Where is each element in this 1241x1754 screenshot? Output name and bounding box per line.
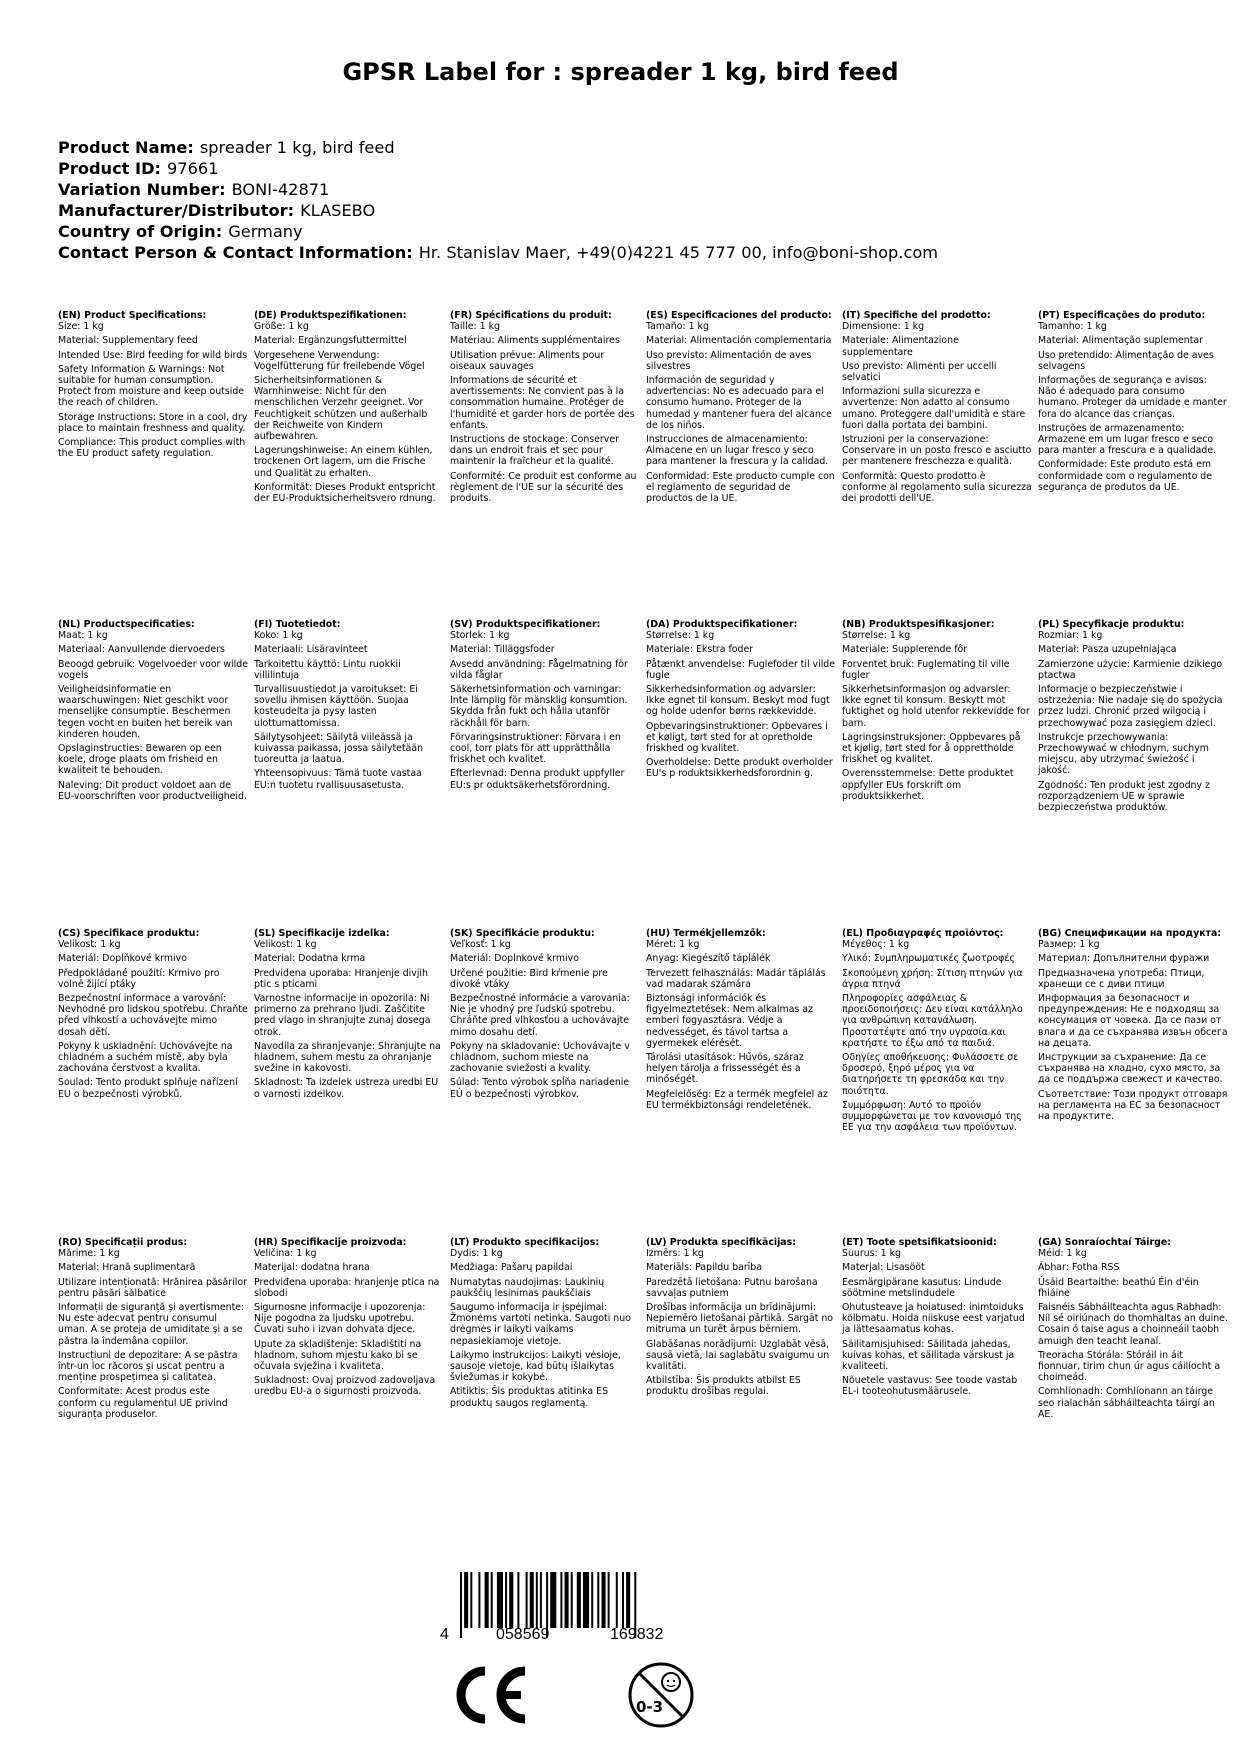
spec-item: Materiál: Doplňkové krmivo — [58, 953, 187, 965]
contact-row — [58, 242, 1198, 263]
spec-item: Størrelse: 1 kg — [842, 630, 911, 642]
spec-heading: (EN) Product Specifications: — [58, 310, 207, 321]
spec-item: Información de seguridad y advertencias: No es adecuado para el consumo humano. Proteger de la humedad y mantener fuera del alcance de los niños. — [646, 375, 832, 431]
spec-item: Skladnost: Ta izdelek ustreza uredbi EU o varnosti izdelkov. — [254, 1077, 439, 1100]
spec-item: Materiale: Ekstra foder — [646, 644, 754, 656]
spec-heading: (LV) Produkta specifikācijas: — [646, 1237, 796, 1248]
spec-item: Storlek: 1 kg — [450, 630, 510, 642]
spec-heading: (SL) Specifikacije izdelka: — [254, 928, 390, 939]
spec-item: Intended Use: Bird feeding for wild birds — [58, 349, 248, 361]
spec-item: Méret: 1 kg — [646, 939, 700, 951]
spec-column-ga — [1038, 1237, 1234, 1546]
spec-item: Предназначена употреба: Птици, хранещи се с диви птици — [1038, 967, 1205, 990]
spec-item: Påtænkt anvendelse: Fuglefoder til vilde fugle — [646, 658, 836, 681]
barcode-bar — [550, 1572, 556, 1628]
spec-column-bg — [1038, 928, 1234, 1237]
spec-column-sl — [254, 928, 450, 1237]
spec-item: Größe: 1 kg — [254, 321, 309, 333]
spec-item: Súlad: Tento výrobok spĺňa nariadenie EÚ o bezpečnosti výrobkov. — [450, 1077, 630, 1100]
spec-item: Säilitamisjuhised: Säilitada jahedas, kuivas kohas, et säilitada värskust ja kvaliteeti. — [842, 1338, 1015, 1373]
barcode-bar — [583, 1572, 589, 1628]
spec-item: Eesmärgipärane kasutus: Lindude söötmine metslindudele — [842, 1276, 1002, 1299]
spec-item: Yhteensopivuus: Tämä tuote vastaa EU:n tuotetu rvallisuusasetusta. — [254, 768, 422, 791]
manufacturer-label: Manufacturer/Distributor: — [58, 201, 295, 220]
spec-item: Tarkoitettu käyttö: Lintu ruokkii villilintuja — [254, 658, 401, 681]
specifications-grid — [58, 310, 1238, 1546]
spec-item: Ábhar: Fotha RSS — [1038, 1262, 1120, 1274]
spec-item: Suurus: 1 kg — [842, 1248, 901, 1260]
spec-item: Размер: 1 kg — [1038, 939, 1100, 951]
spec-column-et — [842, 1237, 1038, 1546]
spec-item: Uso previsto: Alimenti per uccelli selvatici — [842, 360, 997, 384]
barcode-digits-right: 169832 — [610, 1626, 664, 1643]
spec-item: Faisnéis Sábháilteachta agus Rabhadh: Níl sé oiriúnach do thomhaltas an duine. Cosain ó taise agus a choinneáil taobh amuigh den teacht leanaí. — [1038, 1302, 1228, 1347]
barcode-bar — [464, 1572, 468, 1628]
product-info — [58, 137, 1198, 263]
barcode-bar — [485, 1572, 489, 1628]
spec-heading: (BG) Спецификации на продукта: — [1038, 928, 1222, 939]
spec-column-ro — [58, 1237, 254, 1546]
spec-item: Συμμόρφωση: Αυτό το προϊόν συμμορφώνεται με τον κανονισμό της ΕΕ για την ασφάλεια των προϊόντων. — [842, 1099, 1022, 1134]
barcode-bar — [540, 1572, 542, 1628]
spec-item: Sigurnosne informacije i upozorenja: Nije pogodna za ljudsku upotrebu. Čuvati suho i izvan dohvata djece. — [254, 1302, 426, 1336]
spec-item: Материал: Допълнителни фуражи — [1038, 953, 1210, 965]
spec-item: Předpokládané použití: Krmivo pro volně žijící ptáky — [58, 967, 220, 990]
barcode-bar — [616, 1572, 618, 1628]
variation-number-row — [58, 179, 1198, 200]
spec-item: Utilisation prévue: Aliments pour oiseaux sauvages — [450, 349, 605, 372]
spec-item: Vorgesehene Verwendung: Vogelfütterung für freilebende Vögel — [254, 349, 425, 372]
product-name-value: spreader 1 kg, bird feed — [199, 138, 395, 157]
spec-item: Σκοπούμενη χρήση: Σίτιση πτηνών για άγρια πτηνά — [842, 967, 1023, 990]
spec-heading: (FR) Spécifications du produit: — [450, 310, 612, 321]
spec-item: Tervezett felhasználás: Madár táplálás vad madarak számára — [646, 967, 826, 990]
spec-column-el — [842, 928, 1038, 1237]
spec-item: Sikkerhedsinformation og advarsler: Ikke egnet til konsum. Beskyt mod fugt og holde udenfor børns rækkevidde. — [646, 684, 830, 718]
spec-item: Navodila za shranjevanje: Shranjujte na hladnem, suhem mestu za ohranjanje svežine in kakovosti. — [254, 1040, 441, 1075]
spec-item: Dydis: 1 kg — [450, 1248, 503, 1260]
spec-heading: (EL) Προδιαγραφές προϊόντος: — [842, 928, 1004, 939]
page-title: GPSR Label for : spreader 1 kg, bird feed — [342, 58, 899, 86]
barcode-bar — [591, 1572, 593, 1628]
spec-column-es — [646, 310, 842, 619]
spec-item: Soulad: Tento produkt splňuje nařízení EU o bezpečnosti výrobků. — [58, 1077, 238, 1100]
product-name-row — [58, 137, 1198, 158]
spec-item: Maat: 1 kg — [58, 630, 108, 642]
spec-heading: (GA) Sonraíochtaí Táirge: — [1038, 1237, 1171, 1248]
product-id-row — [58, 158, 1198, 179]
spec-item: Materiaali: Lisäravinteet — [254, 644, 368, 656]
spec-item: Lagerungshinweise: An einem kühlen, trockenen Ort lagern, um die Frische und Qualität zu erhalten. — [254, 445, 433, 479]
spec-item: Atitiktis: Šis produktas atitinka ES produktų saugos reglamentą. — [450, 1386, 609, 1409]
spec-item: Materiał: Pasza uzupełniająca — [1038, 644, 1177, 656]
spec-item: Material: Tilläggsfoder — [450, 644, 555, 656]
spec-column-nb — [842, 619, 1038, 928]
spec-item: Størrelse: 1 kg — [646, 630, 715, 642]
barcode-bar — [602, 1572, 606, 1628]
spec-item: Veličina: 1 kg — [254, 1248, 317, 1260]
spec-column-fr — [450, 310, 646, 619]
spec-item: Conformidad: Este producto cumple con el reglamento de seguridad de productos de la UE. — [646, 470, 835, 505]
variation-number-value: BONI-42871 — [231, 180, 330, 199]
spec-item: Conformità: Questo prodotto è conforme al regolamento sulla sicurezza dei prodotti dell'UE. — [842, 470, 1032, 505]
age-range-text: 0-3 — [636, 1698, 664, 1716]
spec-item: Matériau: Aliments supplémentaires — [450, 335, 620, 347]
manufacturer-row — [58, 200, 1198, 221]
spec-item: Material: Alimentación complementaria — [646, 335, 832, 347]
barcode-bar — [597, 1572, 599, 1628]
barcode-bar — [608, 1572, 610, 1628]
spec-item: Informazioni sulla sicurezza e avvertenze: Non adatto al consumo umano. Proteggere dall'umidità e stare fuori dalla portata dei bambini. — [842, 386, 1026, 431]
barcode-bar — [626, 1572, 630, 1628]
spec-item: Overensstemmelse: Dette produktet oppfyller EUs forskrift om produktsikkerhet. — [842, 768, 1014, 802]
spec-item: Velikost: 1 kg — [254, 939, 317, 951]
spec-item: Konformität: Dieses Produkt entspricht der EU-Produktsicherheitsvero rdnung. — [254, 481, 436, 505]
spec-item: Materijal: dodatna hrana — [254, 1262, 370, 1274]
barcode-bar — [560, 1572, 562, 1628]
spec-item: Laikymo instrukcijos: Laikyti vėsioje, sausoje vietoje, kad būtų išlaikytas šviežumas ir kokybė. — [450, 1349, 621, 1384]
spec-item: Veľkosť: 1 kg — [450, 939, 511, 951]
spec-column-cs — [58, 928, 254, 1237]
ce-mark-icon — [451, 1666, 531, 1724]
spec-item: Информация за безопасност и предупреждения: Не е подходящ за консумация от човека. Да се пази от влага и да се съхранява извън обсега на децата. — [1038, 993, 1228, 1049]
manufacturer-value: KLASEBO — [300, 201, 376, 220]
spec-item: Säilytysohjeet: Säilytä viileässä ja kuivassa paikassa, jossa säilytetään tuoreutta ja laatua. — [254, 731, 424, 766]
spec-item: Méid: 1 kg — [1038, 1248, 1087, 1260]
spec-item: Compliance: This product complies with the EU product safety regulation. — [58, 437, 246, 460]
spec-item: Lagringsinstruksjoner: Oppbevares på et kjølig, tørt sted for å opprettholde friskhet og kvalitet. — [842, 731, 1021, 766]
spec-column-pl — [1038, 619, 1234, 928]
spec-item: Drošības informācija un brīdinājumi: Nepiemēro lietošanai pārtikā. Sargāt no mitruma un turēt ārpus bērniem. — [646, 1302, 834, 1336]
country-of-origin-value: Germany — [228, 222, 303, 241]
spec-item: Mărime: 1 kg — [58, 1248, 120, 1260]
spec-item: Izmērs: 1 kg — [646, 1248, 704, 1260]
barcode-bar — [530, 1572, 534, 1628]
country-of-origin-label: Country of Origin: — [58, 222, 223, 241]
spec-item: Predvidena uporaba: Hranjenje divjih ptic s pticami — [254, 967, 428, 990]
spec-item: Comhlíonadh: Comhlíonann an táirge seo rialachán sábháilteachta táirgí an AE. — [1038, 1386, 1215, 1420]
spec-item: Anyag: Kiegészítő táplálék — [646, 953, 771, 965]
spec-item: Istruzioni per la conservazione: Conservare in un posto fresco e asciutto per mantenere freschezza e qualità. — [842, 434, 1032, 468]
spec-heading: (IT) Specifiche del prodotto: — [842, 310, 991, 321]
spec-item: Materiale: Supplerende fôr — [842, 644, 968, 656]
spec-item: Conformidade: Este produto está em conformidade com o regulamento de segurança de produtos da UE. — [1038, 459, 1213, 493]
spec-item: Opbevaringsinstruktioner: Opbevares i et køligt, tørt sted for at opretholde friskhed og kvalitet. — [646, 720, 828, 755]
product-name-label: Product Name: — [58, 138, 194, 157]
spec-item: Instructions de stockage: Conserver dans un endroit frais et sec pour maintenir la fraîcheur et la qualité. — [450, 434, 619, 468]
spec-heading: (CS) Specifikace produktu: — [58, 928, 200, 939]
spec-item: Dimensione: 1 kg — [842, 321, 925, 333]
spec-item: Koko: 1 kg — [254, 630, 303, 642]
contact-label: Contact Person & Contact Information: — [58, 243, 413, 262]
spec-item: Οδηγίες αποθήκευσης: Φυλάσσετε σε δροσερό, ξηρό μέρος για να διατηρήσετε τη φρεσκάδα και την ποιότητα. — [842, 1052, 1019, 1097]
barcode-bar — [497, 1572, 503, 1628]
spec-item: Instrucciones de almacenamiento: Almacene en un lugar fresco y seco para mantener la frescura y la calidad. — [646, 434, 829, 468]
barcode — [438, 1572, 738, 1647]
spec-item: Material: Dodatna krma — [254, 953, 366, 965]
spec-column-sk — [450, 928, 646, 1237]
spec-item: Sikkerhetsinformasjon og advarsler: Ikke egnet til konsum. Beskytt mot fuktighet og hold utenfor rekkevidde for barn. — [842, 684, 1030, 729]
spec-column-lt — [450, 1237, 646, 1546]
spec-item: Sukladnost: Ovaj proizvod zadovoljava uredbu EU-a o sigurnosti proizvoda. — [254, 1375, 436, 1398]
barcode-bar — [571, 1572, 573, 1628]
spec-column-hu — [646, 928, 842, 1237]
spec-heading: (ET) Toote spetsifikatsioonid: — [842, 1237, 997, 1248]
spec-item: Medžiaga: Pašarų papildai — [450, 1262, 573, 1274]
spec-heading: (SK) Špecifikácie produktu: — [450, 928, 595, 939]
spec-item: Saugumo informacija ir įspėjimai: Žmonėms vartoti netinka. Saugoti nuo drėgmės ir laikyti vaikams nepasiekiamoje vietoje. — [450, 1302, 631, 1347]
spec-item: Zamierzone użycie: Karmienie dzikiego ptactwa — [1038, 658, 1223, 681]
spec-item: Materiāls: Papildu barība — [646, 1262, 762, 1274]
spec-item: Material: Alimentação suplementar — [1038, 335, 1203, 347]
spec-item: Materiale: Alimentazione supplementare — [842, 335, 959, 358]
spec-item: Säkerhetsinformation och varningar: Inte lämplig för mänsklig konsumtion. Skydda från fukt och hålla utanför räckhåll för barn. — [450, 684, 628, 729]
country-of-origin-row — [58, 221, 1198, 242]
spec-heading: (PT) Especificações do produto: — [1038, 310, 1206, 321]
spec-heading: (NL) Productspecificaties: — [58, 619, 195, 630]
baby-face-icon — [662, 1673, 680, 1691]
spec-item: Ohutusteave ja hoiatused: inimtoiduks kõlbmatu. Hoida niiskuse eest varjatud ja lättesaamatus kohas. — [842, 1302, 1025, 1336]
spec-column-en — [58, 310, 254, 619]
product-id-value: 97661 — [166, 159, 219, 178]
spec-item: Avsedd användning: Fågelmatning för vilda fåglar — [450, 658, 628, 681]
spec-item: Naleving: Dit product voldoet aan de EU-voorschriften voor productveiligheid. — [58, 779, 247, 802]
spec-item: Taille: 1 kg — [450, 321, 500, 333]
spec-item: Materjal: Lisasööt — [842, 1262, 925, 1274]
spec-item: Υλικό: Συμπληρωματικές ζωοτροφές — [842, 953, 1015, 965]
spec-heading: (LT) Produkto specifikacijos: — [450, 1237, 600, 1248]
spec-item: Instrucțiuni de depozitare: A se păstra într-un loc răcoros și uscat pentru a menține prospețimea și calitatea. — [58, 1349, 238, 1384]
spec-item: Förvaringsinstruktioner: Förvara i en cool, torr plats för att upprätthålla friskhet och kvalitet. — [450, 731, 621, 766]
spec-item: Material: Supplementary feed — [58, 335, 198, 347]
spec-item: Bezpečnostné informácie a varovania: Nie je vhodný pre ľudskú spotrebu. Chráňte pred vlhkosťou a uchovávajte mimo dosahu detí. — [450, 993, 630, 1038]
spec-column-sv — [450, 619, 646, 928]
barcode-bar — [505, 1572, 507, 1628]
spec-item: Turvallisuustiedot ja varoitukset: Ei sovellu ihmisen käyttöön. Suojaa kosteudelta ja pysy lasten ulottumattomissa. — [254, 684, 418, 729]
contact-value: Hr. Stanislav Maer, +49(0)4221 45 777 00, info@boni-shop.com — [418, 243, 939, 262]
barcode-bar — [509, 1572, 513, 1628]
spec-item: Pokyny k uskladnění: Uchovávejte na chladném a suchém místě, aby byla zachována čerstvost a kvalita. — [58, 1040, 233, 1075]
spec-item: Velikost: 1 kg — [58, 939, 121, 951]
spec-item: Tamanho: 1 kg — [1038, 321, 1107, 333]
spec-item: Overholdelse: Dette produkt overholder EU's p roduktsikkerhedsforordnin g. — [646, 757, 833, 780]
barcode-bar — [577, 1572, 581, 1628]
spec-item: Uso pretendido: Alimentação de aves selvagens — [1038, 349, 1214, 372]
spec-item: Material: Ergänzungsfuttermittel — [254, 335, 407, 347]
spec-item: Bezpečnostní informace a varování: Nevhodné pro lidskou spotřebu. Chraňte před vlhkostí a uchovávejte mimo dosah dětí. — [58, 993, 248, 1038]
spec-item: Forventet bruk: Fuglemating til ville fugler — [842, 658, 1010, 681]
spec-item: Informacje o bezpieczeństwie i ostrzeżenia: Nie nadaje się do spożycia przez ludzi. Chronić przed wilgocią i przechowywać poza zasięgiem dzieci. — [1038, 684, 1223, 729]
spec-item: Materiál: Doplnkové krmivo — [450, 953, 579, 965]
barcode-bar — [478, 1572, 480, 1628]
barcode-bar — [536, 1572, 538, 1628]
spec-item: Beoogd gebruik: Vogelvoeder voor wilde vogels — [58, 658, 248, 681]
spec-item: Informații de siguranță și avertismente: Nu este adecvat pentru consumul uman. A se proteja de umiditate și a se păstra la îndemâna copiilor. — [58, 1302, 245, 1347]
spec-heading: (DA) Produktspecifikationer: — [646, 619, 798, 630]
spec-item: Instruções de armazenamento: Armazene em um lugar fresco e seco para manter a frescura e a qualidade. — [1038, 422, 1217, 457]
spec-heading: (ES) Especificaciones del producto: — [646, 310, 832, 321]
barcode-digits — [438, 1626, 738, 1646]
spec-item: Conformité: Ce produit est conforme au règlement de l'UE sur la sécurité des produits. — [450, 470, 637, 505]
spec-item: Atbilstība: Šis produkts atbilst ES produktu drošības regulai. — [646, 1375, 801, 1398]
spec-column-it — [842, 310, 1038, 619]
barcode-bar — [517, 1572, 519, 1628]
spec-item: Predviđena uporaba: hranjenje ptica na slobodi — [254, 1276, 440, 1299]
spec-heading: (DE) Produktspezifikationen: — [254, 310, 407, 321]
spec-item: Informations de sécurité et avertissements: Ne convient pas à la consommation humaine. Protéger de l'humidité et garder hors de portée des enfants. — [450, 375, 635, 431]
barcode-bar — [526, 1572, 528, 1628]
spec-item: Πληροφορίες ασφάλειας & προειδοποιήσεις: Δεν είναι κατάλληλο για ανθρώπινη κατανάλωση. Προστατέψτε από την υγρασία και κρατήστε το έξω από τα παιδιά. — [842, 993, 1023, 1049]
spec-heading: (HR) Specifikacije proizvoda: — [254, 1237, 407, 1248]
spec-heading: (FI) Tuotetiedot: — [254, 619, 341, 630]
spec-item: Sicherheitsinformationen & Warnhinweise: Nicht für den menschlichen Verzehr geeignet. Vor Feuchtigkeit schützen und außerhalb der Reichweite von Kindern aufbewahren. — [254, 375, 428, 443]
barcode-digits-left: 058569 — [496, 1626, 550, 1643]
spec-item: Veiligheidsinformatie en waarschuwingen: Niet geschikt voor menselijke consumptie. Beschermen tegen vocht en buiten het bereik van kinderen houden. — [58, 684, 233, 740]
spec-item: Opslaginstructies: Bewaren op een koele, droge plaats om frisheid en kwaliteit te behouden. — [58, 743, 222, 777]
spec-item: Numatytas naudojimas: Laukinių paukščių lesinimas paukščiais — [450, 1276, 605, 1299]
spec-item: Uso previsto: Alimentación de aves silvestres — [646, 349, 812, 372]
not-suitable-0-3-icon — [626, 1660, 696, 1730]
barcode-bar — [622, 1572, 624, 1628]
spec-heading: (SV) Produktspecifikationer: — [450, 619, 601, 630]
spec-item: Glabāšanas norādījumi: Uzglabāt vēsā, sausā vietā, lai saglabātu svaigumu un kvalitāti. — [646, 1338, 830, 1373]
spec-item: Size: 1 kg — [58, 321, 104, 333]
spec-item: Tamaño: 1 kg — [646, 321, 709, 333]
barcode-bar — [470, 1572, 472, 1628]
barcode-bar — [491, 1572, 493, 1628]
spec-item: Съответствие: Този продукт отговаря на регламента на ЕС за безопасност на продуктите. — [1038, 1088, 1228, 1123]
spec-item: Rozmiar: 1 kg — [1038, 630, 1103, 642]
variation-number-label: Variation Number: — [58, 180, 226, 199]
spec-item: Utilizare intenționată: Hrănirea păsărilor pentru păsări sălbatice — [58, 1276, 247, 1299]
spec-item: Zgodność: Ten produkt jest zgodny z rozporządzeniem UE w sprawie bezpieczeństwa produktów. — [1038, 779, 1210, 814]
barcode-digit-first: 4 — [440, 1626, 449, 1643]
spec-item: Paredzētā lietošana: Putnu barošana savvaļas putniem — [646, 1276, 818, 1299]
spec-heading: (HU) Termékjellemzők: — [646, 928, 766, 939]
spec-item: Μέγεθος: 1 kg — [842, 939, 910, 951]
spec-item: Material: Hrană suplimentară — [58, 1262, 196, 1274]
barcode-bar — [565, 1572, 569, 1628]
spec-heading: (NB) Produktspesifikasjoner: — [842, 619, 995, 630]
spec-item: Nõuetele vastavus: See toode vastab EL-i tooteohutusmäärusele. — [842, 1375, 1018, 1398]
spec-item: Safety Information & Warnings: Not suitable for human consumption. Protect from moisture and keep outside the reach of children. — [58, 363, 245, 409]
spec-column-fi — [254, 619, 450, 928]
spec-column-pt — [1038, 310, 1234, 619]
spec-column-da — [646, 619, 842, 928]
spec-item: Upute za skladištenje: Skladištiti na hladnom, suhom mjestu kako bi se očuvala svježina i kvaliteta. — [254, 1338, 422, 1373]
spec-item: Efterlevnad: Denna produkt uppfyller EU:s pr oduktsäkerhetsförordning. — [450, 768, 625, 791]
spec-item: Treoracha Stórála: Stóráil in áit fionnuar, tirim chun úr agus cáilíocht a choimeád. — [1038, 1349, 1221, 1384]
spec-item: Storage Instructions: Store in a cool, dry place to maintain freshness and quality. — [58, 411, 248, 434]
spec-column-hr — [254, 1237, 450, 1546]
spec-item: Informações de segurança e avisos: Não é adequado para consumo humano. Proteger da umidade e manter fora do alcance das crianças. — [1038, 375, 1227, 420]
spec-item: Varnostne informacije in opozorila: Ni primerno za prehrano ljudi. Zaščitite pred vlago in shranjujte zunaj dosega otrok. — [254, 993, 431, 1038]
spec-item: Instrukcje przechowywania: Przechowywać w chłodnym, suchym miejscu, aby utrzymać świeżość i jakość. — [1038, 731, 1209, 777]
spec-item: Инструкции за съхранение: Да се съхранява на хладно, сухо място, за да се поддържа свежест и качество. — [1038, 1052, 1223, 1086]
spec-column-nl — [58, 619, 254, 928]
spec-item: Materiaal: Aanvullende diervoeders — [58, 644, 225, 656]
spec-column-lv — [646, 1237, 842, 1546]
spec-item: Určené použitie: Bird kŕmenie pre divoké vtáky — [450, 967, 608, 990]
spec-column-de — [254, 310, 450, 619]
spec-item: Tárolási utasítások: Hűvös, száraz helyen tárolja a frissességét és a minőségét. — [646, 1052, 804, 1086]
spec-item: Biztonsági információk és figyelmeztetések: Nem alkalmas az emberi fogyasztásra. Védje a nedvességet, és távol tartsa a gyermekek elérését. — [646, 993, 813, 1049]
spec-item: Conformitate: Acest produs este conform cu regulamentul UE privind siguranța produselor. — [58, 1386, 228, 1420]
product-id-label: Product ID: — [58, 159, 161, 178]
spec-item: Pokyny na skladovanie: Uchovávajte v chladnom, suchom mieste na zachovanie sviežosti a kvality. — [450, 1040, 630, 1075]
spec-heading: (RO) Specificații produs: — [58, 1237, 188, 1248]
spec-heading: (PL) Specyfikacje produktu: — [1038, 619, 1185, 630]
spec-item: Megfelelőség: Ez a termék megfelel az EU termékbiztonsági rendeletének. — [646, 1088, 828, 1111]
spec-item: Úsáid Beartaithe: beathú Éin d'éin fhiáine — [1038, 1276, 1199, 1299]
